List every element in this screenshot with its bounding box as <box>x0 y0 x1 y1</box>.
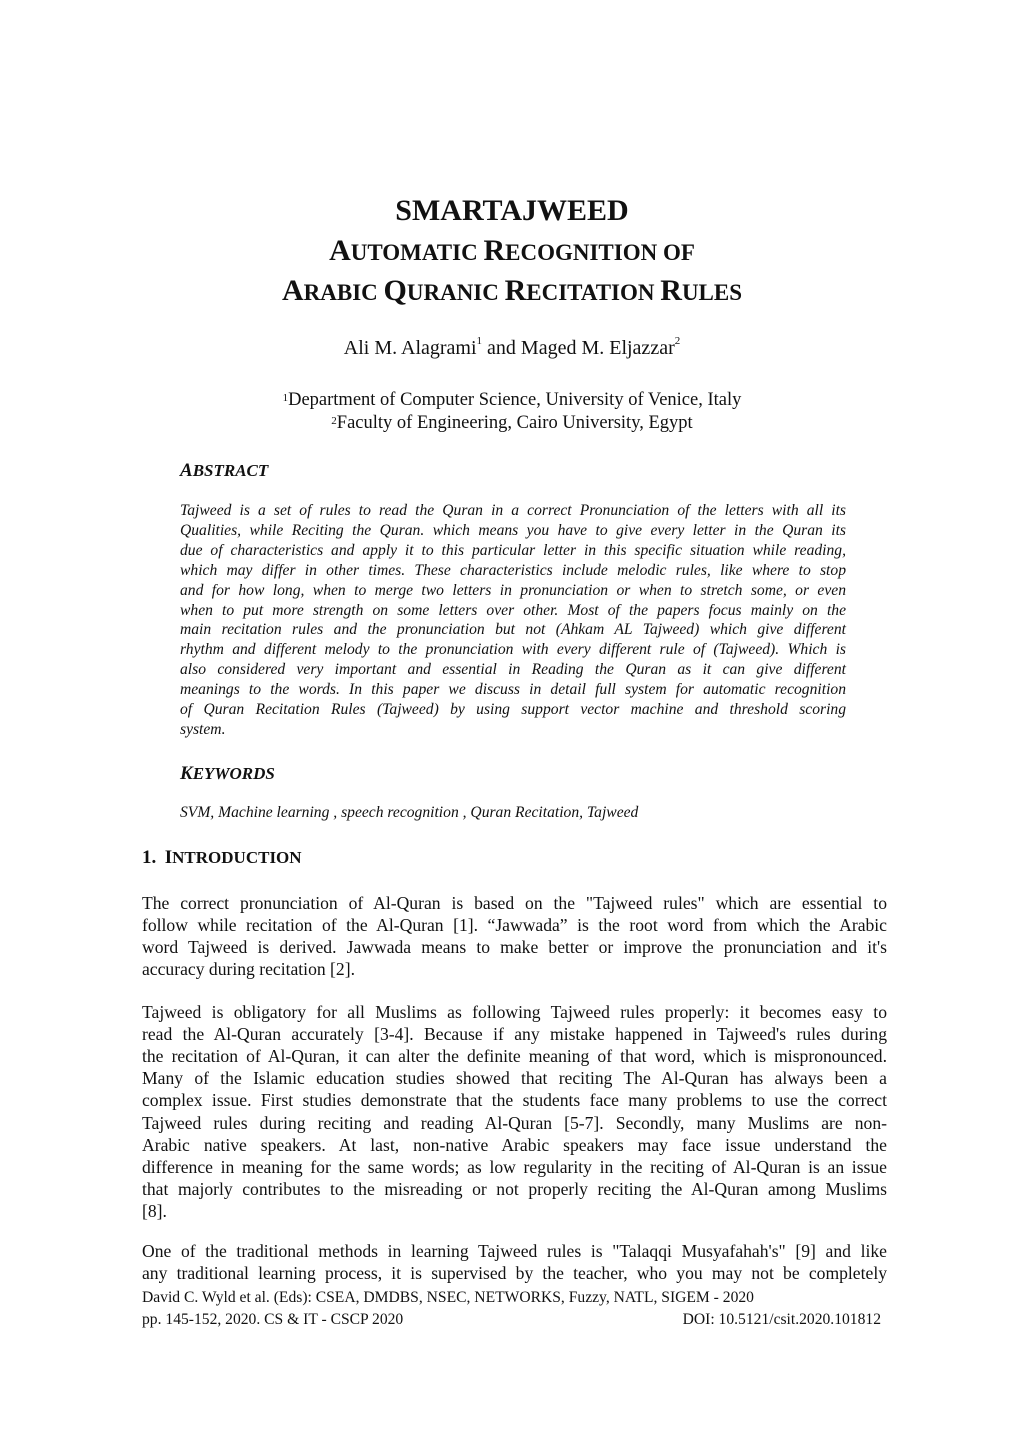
abstract-line: of Quran Recitation Rules (Tajweed) by using support vector machine and threshold scoring <box>180 701 846 718</box>
abstract-line: when to put more strength on some letters over other. Most of the papers focus mainly on the <box>180 601 846 619</box>
paragraph-line: difference in meaning for the same words; as low regularity in the reciting of Al-Quran is an issue <box>142 1156 887 1177</box>
footer-citation: David C. Wyld et al. (Eds): CSEA, DMDBS, NSEC, NETWORKS, Fuzzy, NATL, SIGEM - 2020 <box>142 1289 754 1306</box>
author-1: Ali M. Alagrami <box>343 337 477 359</box>
affiliation-1 <box>0 389 1024 412</box>
keywords-heading <box>180 763 275 785</box>
title-initial: R <box>660 274 682 307</box>
paragraph-line: any traditional learning process, it is supervised by the teacher, who you may not be completely <box>142 1263 887 1284</box>
title-rest: URANIC <box>406 280 505 305</box>
title-rest: ECITATION <box>526 280 661 305</box>
heading-initial: I <box>164 847 173 868</box>
footer-doi: DOI: 10.5121/csit.2020.101812 <box>682 1311 881 1328</box>
paragraph-line: One of the traditional methods in learning Tajweed rules is "Talaqqi Musyafahah's" [9] and like <box>142 1241 887 1261</box>
title-initial: A <box>329 234 351 267</box>
paragraph-line: read the Al-Quran accurately [3-4]. Because if any mistake happened in Tajweed's rules during <box>142 1024 887 1045</box>
paragraph-line: the recitation of Al-Quran, it can alter the definite meaning of that word, which is mispronounced. <box>142 1046 887 1067</box>
abstract-line: system. <box>180 720 226 738</box>
paragraph-line: complex issue. First studies demonstrate that the students face many problems to use the correct <box>142 1090 887 1111</box>
paragraph-line: Tajweed is obligatory for all Muslims as following Tajweed rules properly: it becomes easy to <box>142 1002 887 1022</box>
section-number: 1. <box>142 847 157 868</box>
abstract-line: Tajweed is a set of rules to read the Quran in a correct Pronunciation of the letters with all its <box>180 502 846 519</box>
title-rest: ULES <box>681 280 743 305</box>
abstract-line: and for how long, when to merge two letters in pronunciation or when to stretch some, or even <box>180 581 846 599</box>
title-line-2 <box>0 234 1024 268</box>
author-1-affil: 1 <box>476 335 483 347</box>
title-line-1 <box>0 194 1024 228</box>
title-line-3 <box>0 274 1024 308</box>
footer-pages: pp. 145-152, 2020. CS & IT - CSCP 2020 <box>142 1311 404 1328</box>
heading-rest: EYWORDS <box>192 764 275 783</box>
heading-rest: NTRODUCTION <box>172 848 302 867</box>
abstract-line: also considered very important and essential in Reading the Quran as it can give different <box>180 661 846 679</box>
paragraph-line: accuracy during recitation [2]. <box>142 959 355 980</box>
paragraph-line: The correct pronunciation of Al-Quran is based on the "Tajweed rules" which are essential to <box>142 893 887 913</box>
abstract-line: rhythm and different melody to the pronunciation with every different rule of (Tajweed). Which is <box>180 641 846 659</box>
keywords-text: SVM, Machine learning , speech recognition , Quran Recitation, Tajweed <box>180 804 639 821</box>
title-initial: A <box>281 274 304 307</box>
affiliation-2 <box>0 412 1024 435</box>
affiliation-number: 2 <box>331 415 337 427</box>
affiliation-text: Department of Computer Science, University of Venice, Italy <box>288 390 742 410</box>
abstract-line: meanings to the words. In this paper we discuss in detail full system for automatic recognition <box>180 681 846 699</box>
paragraph-line: Many of the Islamic education studies showed that reciting The Al-Quran has always been a <box>142 1068 887 1089</box>
paragraph-line: follow while recitation of the Al-Quran [1]. “Jawwada” is the root word from which the Arabic <box>142 915 887 936</box>
heading-rest: BSTRACT <box>192 461 269 480</box>
title-initial: R <box>504 274 527 307</box>
title-rest: ECOGNITION OF <box>505 240 695 265</box>
heading-initial: K <box>180 763 193 784</box>
title-text: SMARTAJWEED <box>395 194 629 227</box>
affiliations <box>0 389 1024 435</box>
author-2-affil: 2 <box>674 335 681 347</box>
affiliation-number: 1 <box>282 392 289 404</box>
introduction-heading <box>142 847 302 869</box>
affiliation-text: Faculty of Engineering, Cairo University, Egypt <box>336 413 693 433</box>
paragraph-line: that majorly contributes to the misreading or not properly reciting the Al-Quran among Muslims <box>142 1178 887 1199</box>
abstract-line: due of characteristics and apply it to this particular letter in this specific situation while reading, <box>180 541 846 559</box>
authors <box>0 337 1024 360</box>
title-initial: R <box>483 234 506 267</box>
abstract-line: which may differ in other times. These characteristics include melodic rules, like where to stop <box>180 561 846 579</box>
title-initial: Q <box>383 274 407 307</box>
paragraph-line: Arabic native speakers. At last, non-native Arabic speakers may face issue understand the <box>142 1134 887 1155</box>
paragraph-line: Tajweed rules during reciting and reading Al-Quran [5-7]. Secondly, many Muslims are non- <box>142 1112 887 1133</box>
title-rest: RABIC <box>303 280 384 305</box>
title-rest: UTOMATIC <box>350 240 484 265</box>
paragraph-line: [8]. <box>142 1200 167 1221</box>
author-2: and Maged M. Eljazzar <box>482 337 675 359</box>
abstract-line: Qualities, while Reciting the Quran. which means you have to give every letter in the Quran its <box>180 521 846 539</box>
abstract-line: main recitation rules and the pronunciation but not (Ahkam AL Tajweed) which give different <box>180 621 846 639</box>
abstract-heading <box>180 460 268 482</box>
heading-initial: A <box>180 460 193 481</box>
paragraph-line: word Tajweed is derived. Jawwada means to make better or improve the pronunciation and it's <box>142 937 887 958</box>
